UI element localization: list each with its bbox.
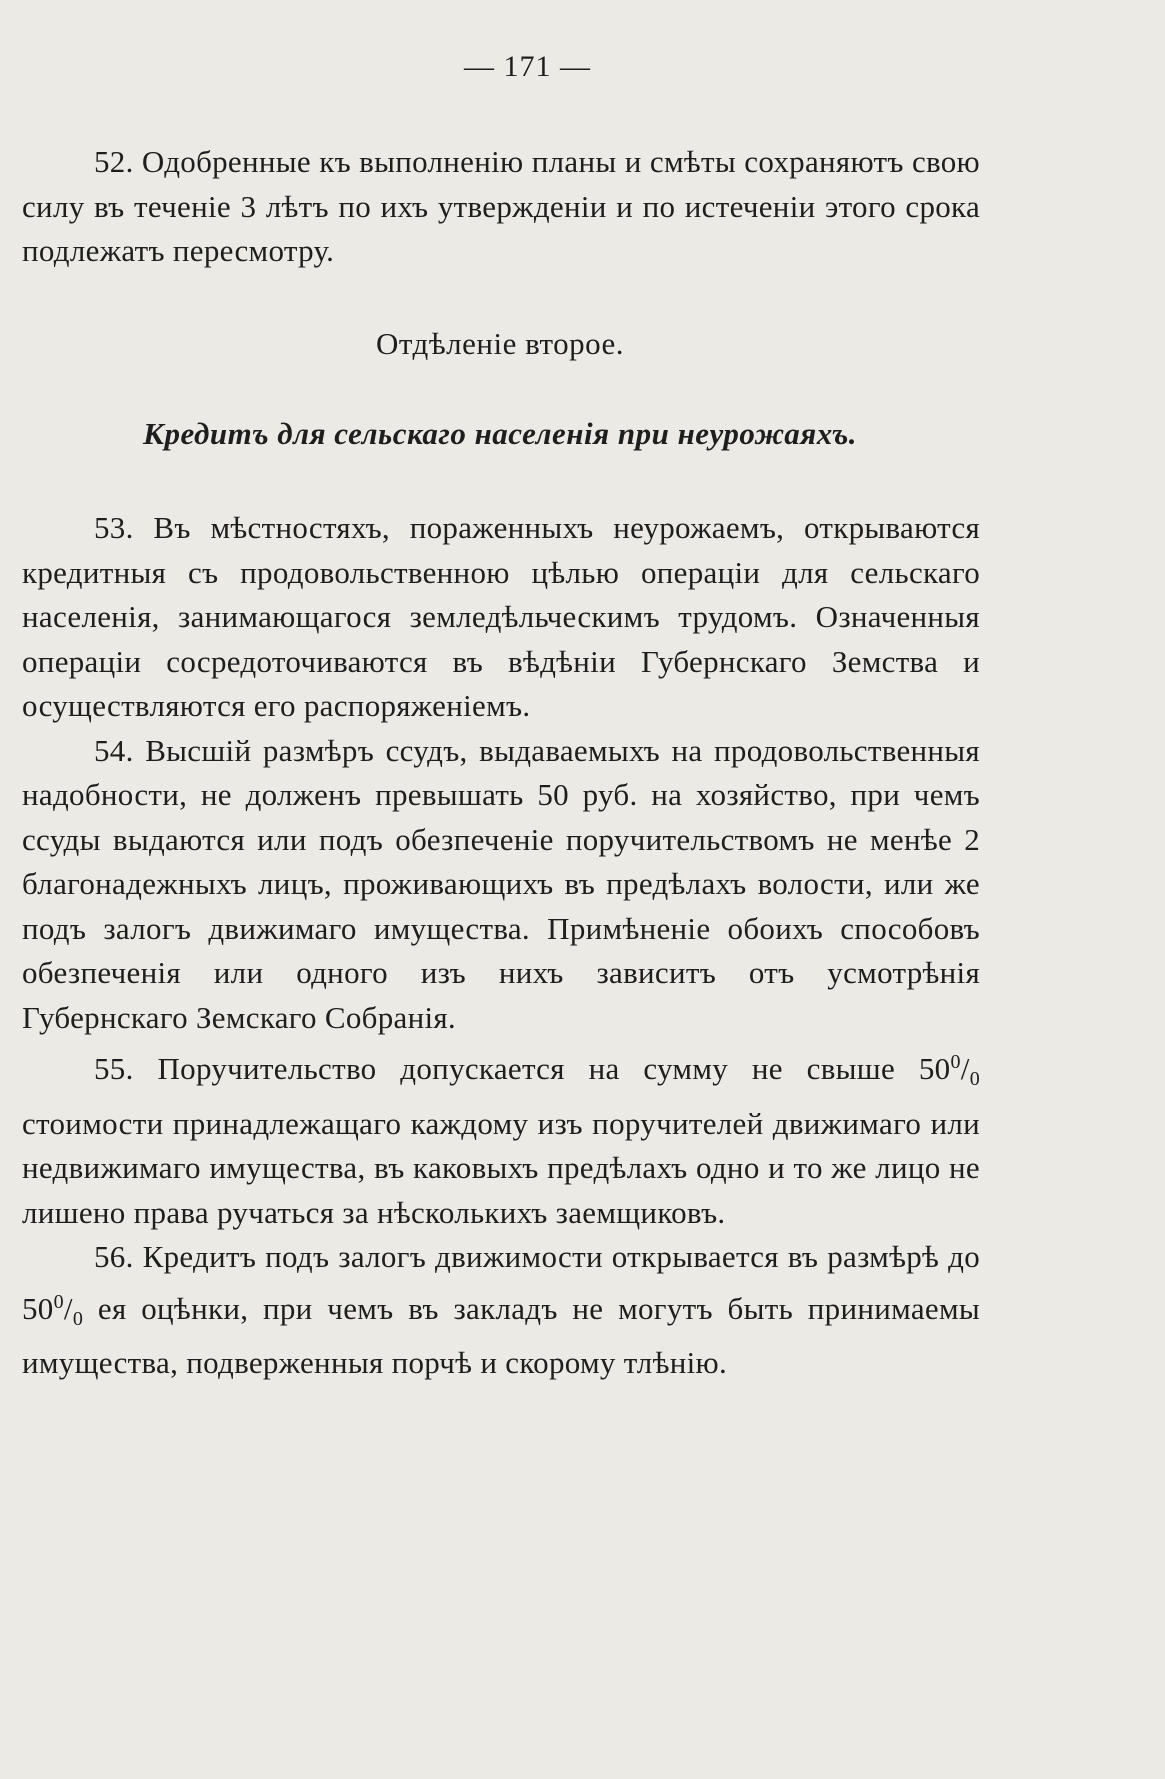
paragraph-56 [22,1235,980,1386]
page-number: — 171 — [464,50,591,83]
main-paragraphs [22,506,980,1386]
percent-sub: 0 [969,1068,980,1090]
paragraph-55-lead: 55. Поручительство допускается на сумму не свыше 50 [94,1051,951,1086]
paragraph-55 [22,1040,980,1235]
subsection-heading: Кредитъ для сельскаго населенія при неурожаяхъ. [142,416,858,451]
section-heading: Отдѣленіе второе. [376,326,624,361]
paragraph-55-rest: стоимости принадлежащаго каждому изъ поручителей движимаго или недвижимаго имущества, въ каковыхъ предѣлахъ одно и то же лицо не лишено права ручаться за нѣсколькихъ заемщиковъ. [22,1105,980,1230]
paragraph-53: 53. Въ мѣстностяхъ, пораженныхъ неурожаемъ, открываются кредитныя съ продовольственною цѣлью операціи для сельскаго населенія, занимающагося земледѣльческимъ трудомъ. Означенныя операціи сосредоточиваются въ вѣдѣніи Губернскаго Земства и осуществляются его распоряженіемъ. [22,510,980,723]
paragraph-54: 54. Высшій размѣръ ссудъ, выдаваемыхъ на продовольственныя надобности, не долженъ превышать 50 руб. на хозяйство, при чемъ ссуды выдаются или подъ обезпеченіе поручительствомъ не менѣе 2 благонадежныхъ лицъ, проживающихъ въ предѣлахъ волости, или же подъ залогъ движимаго имущества. Примѣненіе обоихъ способовъ обезпеченія или одного изъ нихъ зависитъ отъ усмотрѣнія Губернскаго Земскаго Собранія. [22,732,980,1035]
paragraph-56-lead: 56. Кредитъ подъ залогъ движимости открывается въ размѣрѣ до 50 [22,1239,980,1326]
paragraph-56-rest: ея оцѣнки, при чемъ въ закладъ не могутъ быть принимаемы имущества, подверженныя порчѣ и скорому тлѣнію. [22,1290,980,1380]
percent-sup: 0 [53,1290,64,1313]
percent-sub: 0 [72,1307,84,1330]
percent-slash: / [960,1051,970,1086]
paragraph-52-block [22,140,980,274]
percent-slash: / [63,1290,73,1326]
percent-sup: 0 [950,1051,961,1073]
paragraph-52: 52. Одобренные къ выполненію планы и смѣты сохраняютъ свою силу въ теченіе 3 лѣтъ по ихъ утвержденіи и по истеченіи этого срока подлежатъ пересмотру. [22,144,980,268]
